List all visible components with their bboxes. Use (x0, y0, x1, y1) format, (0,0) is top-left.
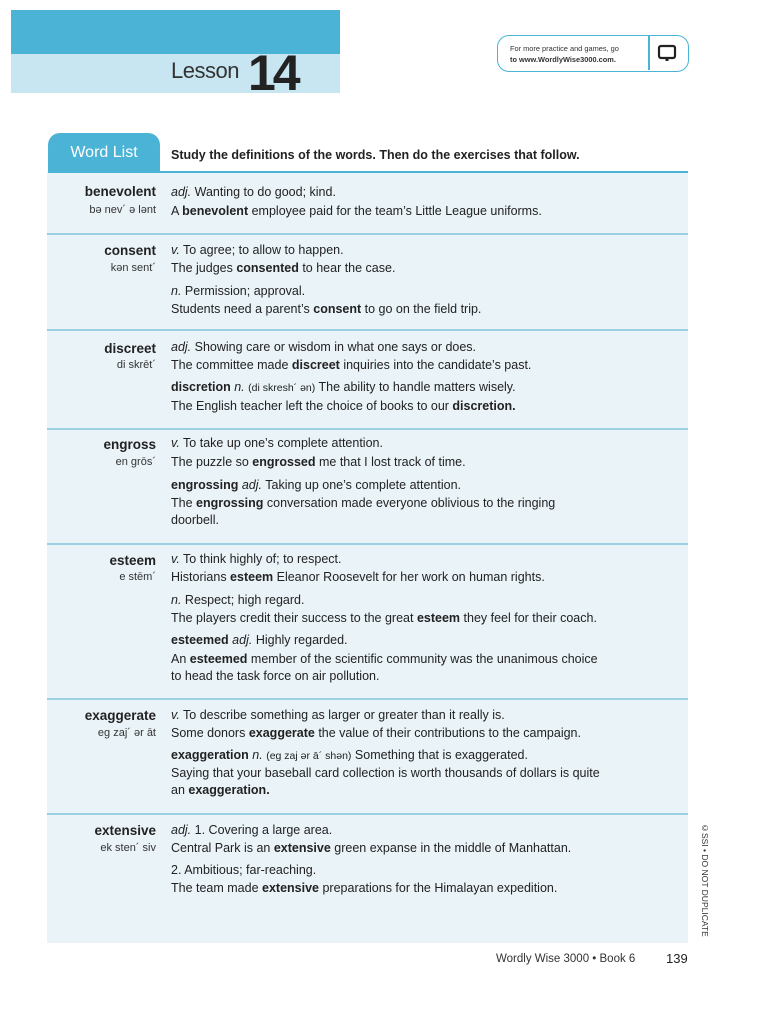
example-text: The players credit their success to the great (171, 611, 417, 625)
entry-line (171, 765, 600, 782)
entry-line (171, 840, 571, 857)
part-of-speech: n. (252, 748, 263, 762)
example-text: the value of their contributions to the campaign. (314, 726, 581, 740)
entry-separator (47, 233, 688, 235)
example-keyword: engrossed (252, 455, 316, 469)
definition-text: 2. Ambitious; far-reaching. (171, 863, 317, 877)
entry-line (171, 260, 395, 277)
example-keyword: benevolent (182, 204, 249, 218)
example-text: Central Park is an (171, 841, 274, 855)
derived-pronunciation: (eg zaj ər ā´ shən) (266, 750, 352, 762)
entry-line (171, 592, 304, 609)
derived-pronunciation: (di skresh´ ən) (248, 382, 316, 394)
headword: esteem (109, 553, 156, 568)
word-list-tab: Word List (48, 133, 160, 172)
example-keyword: discretion. (452, 399, 516, 413)
part-of-speech: adj. (171, 823, 192, 837)
example-text: green expanse in the middle of Manhattan. (330, 841, 572, 855)
pronunciation: di skrēt´ (116, 359, 156, 371)
part-of-speech: n. (171, 284, 182, 298)
definition-text: Respect; high regard. (184, 593, 305, 607)
example-keyword: esteemed (189, 652, 248, 666)
entry-line (171, 398, 516, 415)
part-of-speech: adj. (241, 478, 263, 492)
part-of-speech: adj. (232, 633, 253, 647)
derived-word: discretion (171, 380, 231, 394)
entry-line (171, 610, 597, 627)
headword: engross (103, 437, 156, 452)
part-of-speech: v. (171, 552, 180, 566)
pronunciation: bə nev´ ə lənt (89, 204, 156, 216)
word-list-header-rule (48, 171, 688, 173)
online-line-2[interactable]: to www.WordlyWise3000.com. (510, 55, 616, 64)
example-text: to go on the field trip. (361, 302, 482, 316)
example-keyword: exaggerate (248, 726, 315, 740)
example-text: An (171, 652, 190, 666)
example-text: The judges (171, 261, 237, 275)
example-text: conversation made everyone oblivious to the ringing (263, 496, 556, 510)
part-of-speech: n. (234, 380, 245, 394)
entry-line (171, 880, 557, 897)
online-practice-box[interactable] (497, 35, 689, 72)
part-of-speech: adj. (171, 185, 192, 199)
headword: benevolent (84, 184, 156, 199)
entry-separator (47, 329, 688, 331)
entry-line (171, 435, 383, 452)
example-text: Saying that your baseball card collection is worth thousands of dollars is quite (171, 766, 600, 780)
entry-line (171, 379, 516, 397)
example-text: Historians (171, 570, 231, 584)
definition-text: Wanting to do good; kind. (194, 185, 336, 199)
example-keyword: engrossing (196, 496, 264, 510)
example-text: inquiries into the candidate’s past. (339, 358, 532, 372)
headword: extensive (94, 823, 156, 838)
entry-line (171, 551, 341, 568)
entry-line (171, 477, 461, 494)
example-keyword: extensive (273, 841, 331, 855)
computer-monitor-icon (657, 44, 677, 64)
entry-line (171, 725, 581, 742)
lesson-label: Lesson (171, 58, 239, 83)
online-box-divider (648, 36, 650, 70)
copyright-notice: ©SSI • DO NOT DUPLICATE (700, 823, 710, 937)
definition-text: To think highly of; to respect. (183, 552, 342, 566)
online-practice-text (510, 43, 642, 65)
entry-line (171, 747, 528, 765)
entry-line (171, 454, 466, 471)
definition-text: 1. Covering a large area. (194, 823, 333, 837)
entry-separator (47, 543, 688, 545)
headword: discreet (104, 341, 156, 356)
example-text: to hear the case. (298, 261, 396, 275)
pronunciation: kən sent´ (110, 262, 156, 274)
entry-line (171, 203, 542, 220)
pronunciation: eg zaj´ ər āt (97, 727, 156, 739)
entry-line (171, 651, 598, 668)
example-keyword: consented (236, 261, 299, 275)
definition-text: Taking up one’s complete attention. (265, 478, 461, 492)
definition-text: Showing care or wisdom in what one says or does. (194, 340, 477, 354)
example-text: The committee made (171, 358, 292, 372)
entry-line (171, 862, 316, 879)
example-text: they feel for their coach. (460, 611, 597, 625)
definition-text: To agree; to allow to happen. (183, 243, 344, 257)
example-text: The English teacher left the choice of books to our (171, 399, 453, 413)
part-of-speech: adj. (171, 340, 192, 354)
part-of-speech: v. (171, 708, 180, 722)
example-keyword: extensive (262, 881, 319, 895)
example-text: A (171, 204, 183, 218)
derived-word: engrossing (171, 478, 239, 492)
example-text: The (171, 496, 197, 510)
example-text: The puzzle so (171, 455, 253, 469)
entry-line (171, 822, 332, 839)
word-list-instructions: Study the definitions of the words. Then do the exercises that follow. (171, 148, 580, 162)
lesson-number: 14 (248, 45, 298, 101)
example-text: Students need a parent’s (171, 302, 314, 316)
example-text: Eleanor Roosevelt for her work on human rights. (273, 570, 545, 584)
example-text: The team made (171, 881, 263, 895)
entry-separator (47, 698, 688, 700)
example-keyword: consent (313, 302, 362, 316)
pronunciation: en grōs´ (115, 456, 156, 468)
part-of-speech: v. (171, 436, 180, 450)
example-text: doorbell. (171, 513, 219, 527)
derived-word: exaggeration (171, 748, 249, 762)
example-text: member of the scientific community was the unanimous choice (247, 652, 598, 666)
example-text: me that I lost track of time. (315, 455, 466, 469)
entry-line (171, 339, 476, 356)
definition-text: The ability to handle matters wisely. (318, 380, 516, 394)
online-line-1: For more practice and games, go (510, 44, 619, 53)
entry-line (171, 569, 545, 586)
entry-line (171, 242, 344, 259)
entry-line (171, 184, 336, 201)
entry-separator (47, 428, 688, 430)
example-keyword: discreet (291, 358, 340, 372)
entry-line (171, 668, 379, 685)
definition-text: Something that is exaggerated. (354, 748, 528, 762)
entry-line (171, 782, 270, 799)
definition-text: To take up one’s complete attention. (183, 436, 383, 450)
headword: exaggerate (84, 708, 156, 723)
pronunciation: e stēm´ (119, 571, 156, 583)
example-text: Some donors (171, 726, 249, 740)
example-text: preparations for the Himalayan expedition. (319, 881, 558, 895)
page-number: 139 (666, 951, 688, 966)
pronunciation: ek sten´ siv (100, 842, 156, 854)
entry-separator (47, 813, 688, 815)
entry-line (171, 512, 219, 529)
example-text: to head the task force on air pollution. (171, 669, 380, 683)
entry-line (171, 283, 305, 300)
definition-text: Highly regarded. (255, 633, 348, 647)
entry-line (171, 495, 555, 512)
example-keyword: esteem (416, 611, 461, 625)
example-keyword: esteem (230, 570, 274, 584)
headword: consent (104, 243, 156, 258)
example-text: an (171, 783, 189, 797)
entry-line (171, 707, 505, 724)
definition-text: To describe something as larger or greater than it really is. (183, 708, 505, 722)
example-text: employee paid for the team’s Little League uniforms. (248, 204, 542, 218)
part-of-speech: n. (171, 593, 182, 607)
entry-line (171, 632, 348, 649)
entry-line (171, 301, 481, 318)
derived-word: esteemed (171, 633, 229, 647)
definition-text: Permission; approval. (184, 284, 306, 298)
part-of-speech: v. (171, 243, 180, 257)
example-keyword: exaggeration. (188, 783, 270, 797)
footer-book-title: Wordly Wise 3000 • Book 6 (496, 953, 636, 965)
entry-line (171, 357, 531, 374)
